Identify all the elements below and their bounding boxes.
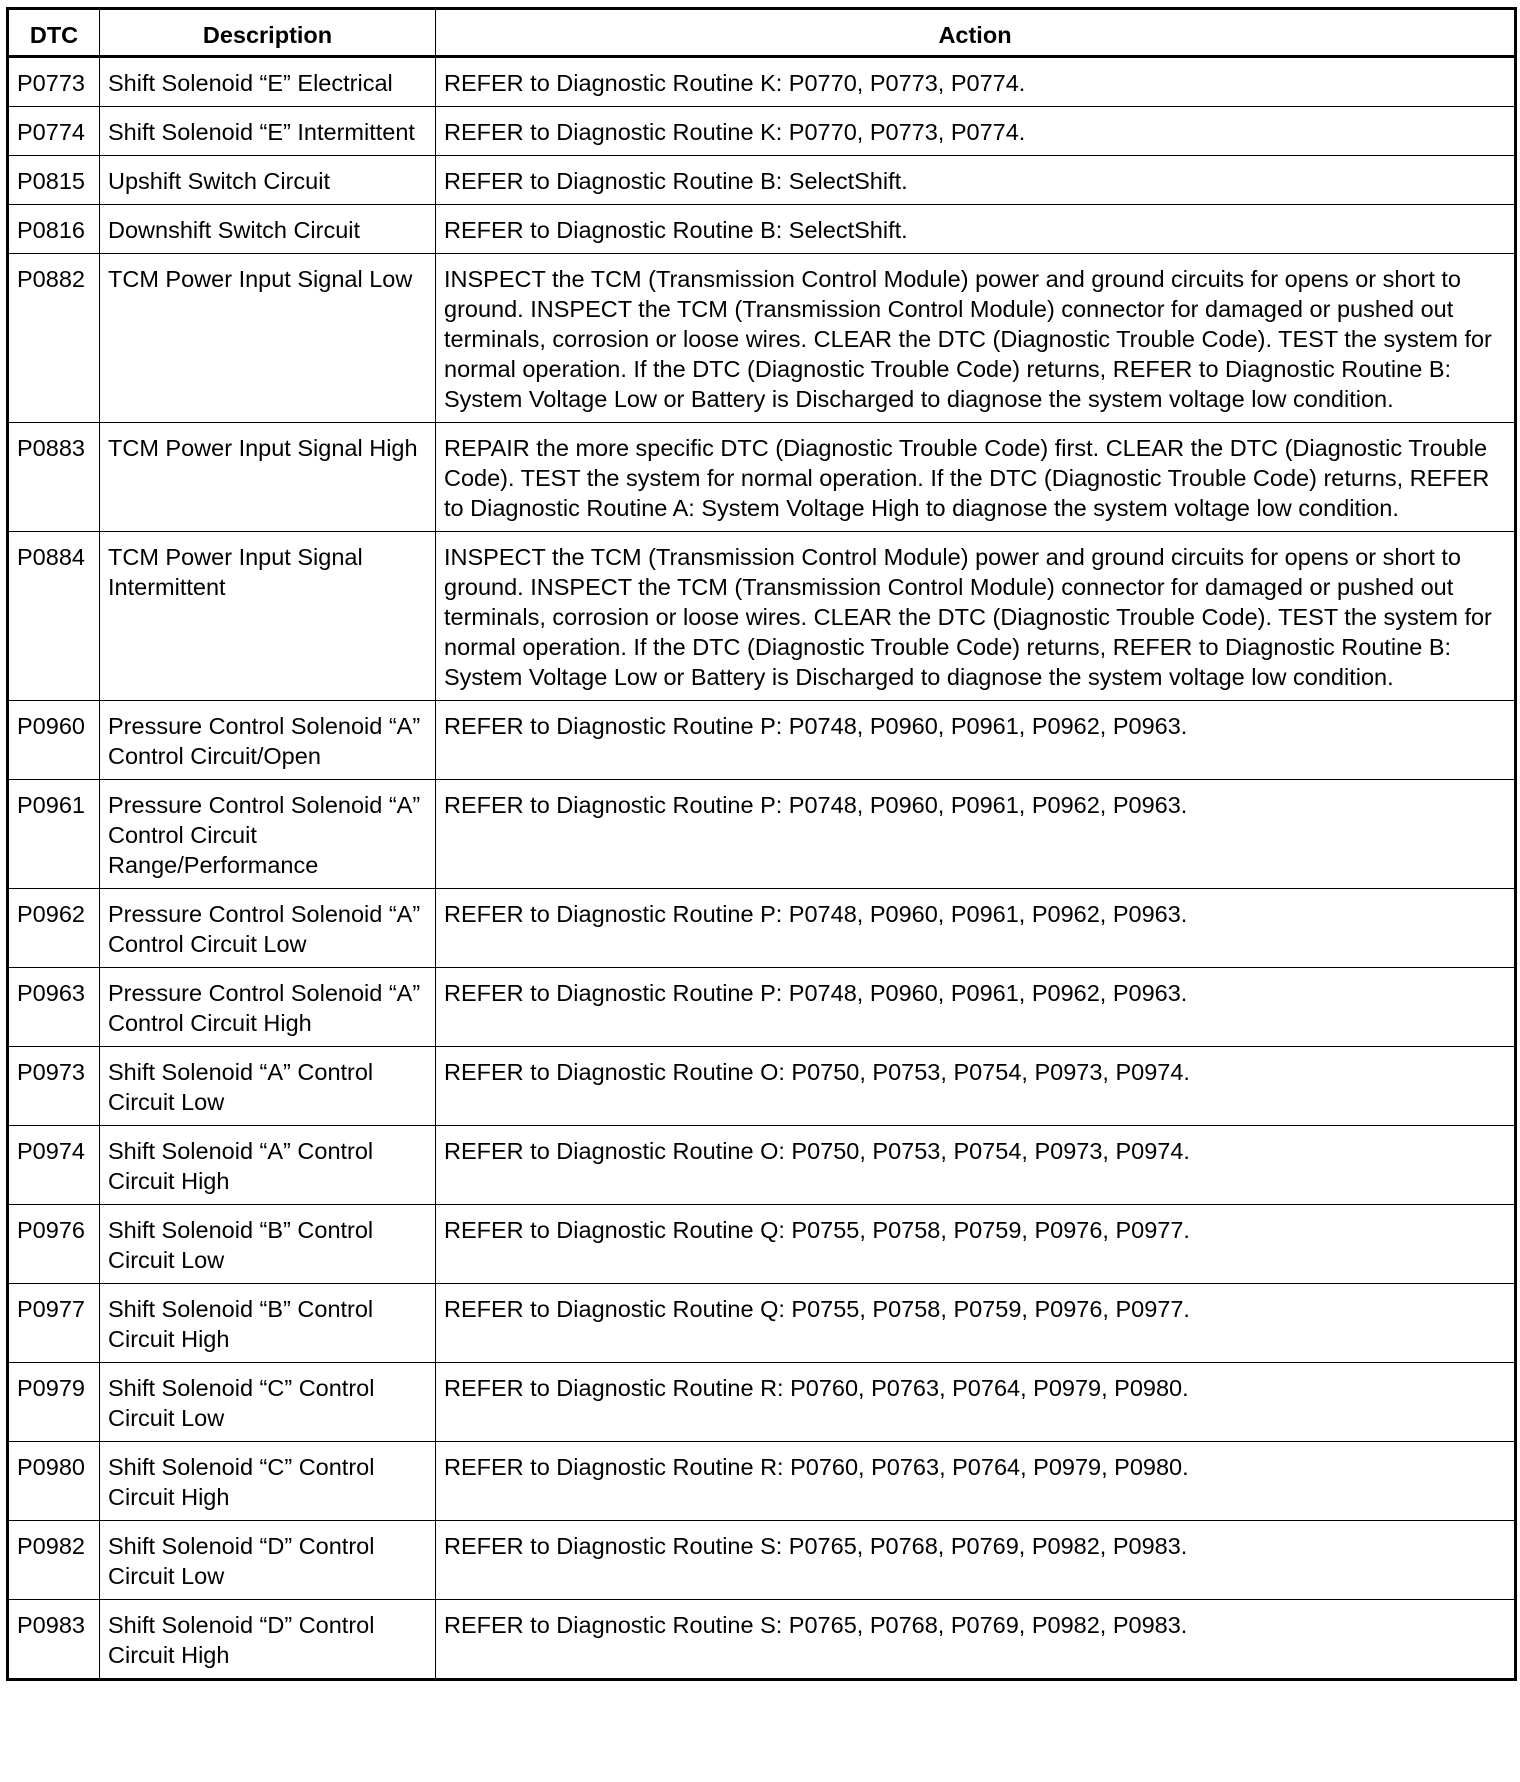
dtc-code: P0977 (8, 1284, 100, 1363)
dtc-code: P0883 (8, 423, 100, 532)
table-row (8, 968, 1516, 1047)
table-row (8, 1363, 1516, 1442)
dtc-description: Upshift Switch Circuit (100, 156, 436, 205)
table-row (8, 205, 1516, 254)
table-row (8, 1205, 1516, 1284)
dtc-code: P0963 (8, 968, 100, 1047)
dtc-description: Shift Solenoid “A” Control Circuit Low (100, 1047, 436, 1126)
dtc-code: P0961 (8, 780, 100, 889)
dtc-code: P0976 (8, 1205, 100, 1284)
dtc-action: REFER to Diagnostic Routine K: P0770, P0773, P0774. (436, 57, 1516, 107)
table-row (8, 701, 1516, 780)
table-header (8, 9, 1516, 57)
dtc-description: Pressure Control Solenoid “A” Control Circuit/Open (100, 701, 436, 780)
dtc-code: P0974 (8, 1126, 100, 1205)
table-row (8, 156, 1516, 205)
dtc-description: TCM Power Input Signal Low (100, 254, 436, 423)
dtc-description: Pressure Control Solenoid “A” Control Circuit Low (100, 889, 436, 968)
header-description: Description (100, 9, 436, 57)
dtc-code: P0973 (8, 1047, 100, 1126)
dtc-description: Pressure Control Solenoid “A” Control Circuit High (100, 968, 436, 1047)
header-row (8, 9, 1516, 57)
dtc-action: REFER to Diagnostic Routine R: P0760, P0763, P0764, P0979, P0980. (436, 1363, 1516, 1442)
dtc-description: Shift Solenoid “E” Intermittent (100, 107, 436, 156)
dtc-action: INSPECT the TCM (Transmission Control Module) power and ground circuits for opens or short to ground. INSPECT the TCM (Transmission Control Module) connector for damaged or pushed out terminals, corrosion or loose wires. CLEAR the DTC (Diagnostic Trouble Code). TEST the system for normal operation. If the DTC (Diagnostic Trouble Code) returns, REFER to Diagnostic Routine B: System Voltage Low or Battery is Discharged to diagnose the system voltage low condition. (436, 532, 1516, 701)
table-row (8, 1442, 1516, 1521)
dtc-description: Shift Solenoid “B” Control Circuit Low (100, 1205, 436, 1284)
dtc-code: P0816 (8, 205, 100, 254)
header-dtc: DTC (8, 9, 100, 57)
dtc-code: P0884 (8, 532, 100, 701)
dtc-code: P0815 (8, 156, 100, 205)
dtc-action: REFER to Diagnostic Routine S: P0765, P0768, P0769, P0982, P0983. (436, 1521, 1516, 1600)
dtc-action: REFER to Diagnostic Routine Q: P0755, P0758, P0759, P0976, P0977. (436, 1205, 1516, 1284)
dtc-description: Shift Solenoid “B” Control Circuit High (100, 1284, 436, 1363)
dtc-code: P0962 (8, 889, 100, 968)
dtc-description: Shift Solenoid “A” Control Circuit High (100, 1126, 436, 1205)
dtc-code: P0882 (8, 254, 100, 423)
dtc-action: REFER to Diagnostic Routine P: P0748, P0960, P0961, P0962, P0963. (436, 780, 1516, 889)
dtc-table (6, 7, 1517, 1681)
dtc-code: P0774 (8, 107, 100, 156)
dtc-action: REFER to Diagnostic Routine P: P0748, P0960, P0961, P0962, P0963. (436, 701, 1516, 780)
table-row (8, 107, 1516, 156)
dtc-description: Shift Solenoid “C” Control Circuit Low (100, 1363, 436, 1442)
table-row (8, 780, 1516, 889)
dtc-action: INSPECT the TCM (Transmission Control Module) power and ground circuits for opens or short to ground. INSPECT the TCM (Transmission Control Module) connector for damaged or pushed out terminals, corrosion or loose wires. CLEAR the DTC (Diagnostic Trouble Code). TEST the system for normal operation. If the DTC (Diagnostic Trouble Code) returns, REFER to Diagnostic Routine B: System Voltage Low or Battery is Discharged to diagnose the system voltage low condition. (436, 254, 1516, 423)
dtc-code: P0983 (8, 1600, 100, 1680)
dtc-action: REFER to Diagnostic Routine Q: P0755, P0758, P0759, P0976, P0977. (436, 1284, 1516, 1363)
dtc-code: P0773 (8, 57, 100, 107)
dtc-action: REFER to Diagnostic Routine K: P0770, P0773, P0774. (436, 107, 1516, 156)
dtc-description: TCM Power Input Signal Intermittent (100, 532, 436, 701)
table-row (8, 57, 1516, 107)
table-row (8, 423, 1516, 532)
dtc-action: REFER to Diagnostic Routine R: P0760, P0763, P0764, P0979, P0980. (436, 1442, 1516, 1521)
table-row (8, 532, 1516, 701)
dtc-description: Shift Solenoid “C” Control Circuit High (100, 1442, 436, 1521)
dtc-description: Shift Solenoid “E” Electrical (100, 57, 436, 107)
dtc-description: Shift Solenoid “D” Control Circuit Low (100, 1521, 436, 1600)
dtc-description: Shift Solenoid “D” Control Circuit High (100, 1600, 436, 1680)
dtc-action: REFER to Diagnostic Routine B: SelectShift. (436, 156, 1516, 205)
dtc-code: P0980 (8, 1442, 100, 1521)
table-row (8, 889, 1516, 968)
dtc-description: Pressure Control Solenoid “A” Control Circuit Range/Performance (100, 780, 436, 889)
dtc-action: REFER to Diagnostic Routine P: P0748, P0960, P0961, P0962, P0963. (436, 968, 1516, 1047)
dtc-action: REFER to Diagnostic Routine O: P0750, P0753, P0754, P0973, P0974. (436, 1047, 1516, 1126)
table-row (8, 1521, 1516, 1600)
dtc-action: REFER to Diagnostic Routine S: P0765, P0768, P0769, P0982, P0983. (436, 1600, 1516, 1680)
header-action: Action (436, 9, 1516, 57)
dtc-description: Downshift Switch Circuit (100, 205, 436, 254)
table-row (8, 1600, 1516, 1680)
dtc-description: TCM Power Input Signal High (100, 423, 436, 532)
dtc-action: REPAIR the more specific DTC (Diagnostic Trouble Code) first. CLEAR the DTC (Diagnostic Trouble Code). TEST the system for normal operation. If the DTC (Diagnostic Trouble Code) returns, REFER to Diagnostic Routine A: System Voltage High to diagnose the system voltage low condition. (436, 423, 1516, 532)
dtc-action: REFER to Diagnostic Routine P: P0748, P0960, P0961, P0962, P0963. (436, 889, 1516, 968)
table-row (8, 1284, 1516, 1363)
dtc-action: REFER to Diagnostic Routine O: P0750, P0753, P0754, P0973, P0974. (436, 1126, 1516, 1205)
table-row (8, 1047, 1516, 1126)
table-row (8, 1126, 1516, 1205)
dtc-code: P0982 (8, 1521, 100, 1600)
dtc-code: P0979 (8, 1363, 100, 1442)
dtc-action: REFER to Diagnostic Routine B: SelectShift. (436, 205, 1516, 254)
table-row (8, 254, 1516, 423)
dtc-code: P0960 (8, 701, 100, 780)
